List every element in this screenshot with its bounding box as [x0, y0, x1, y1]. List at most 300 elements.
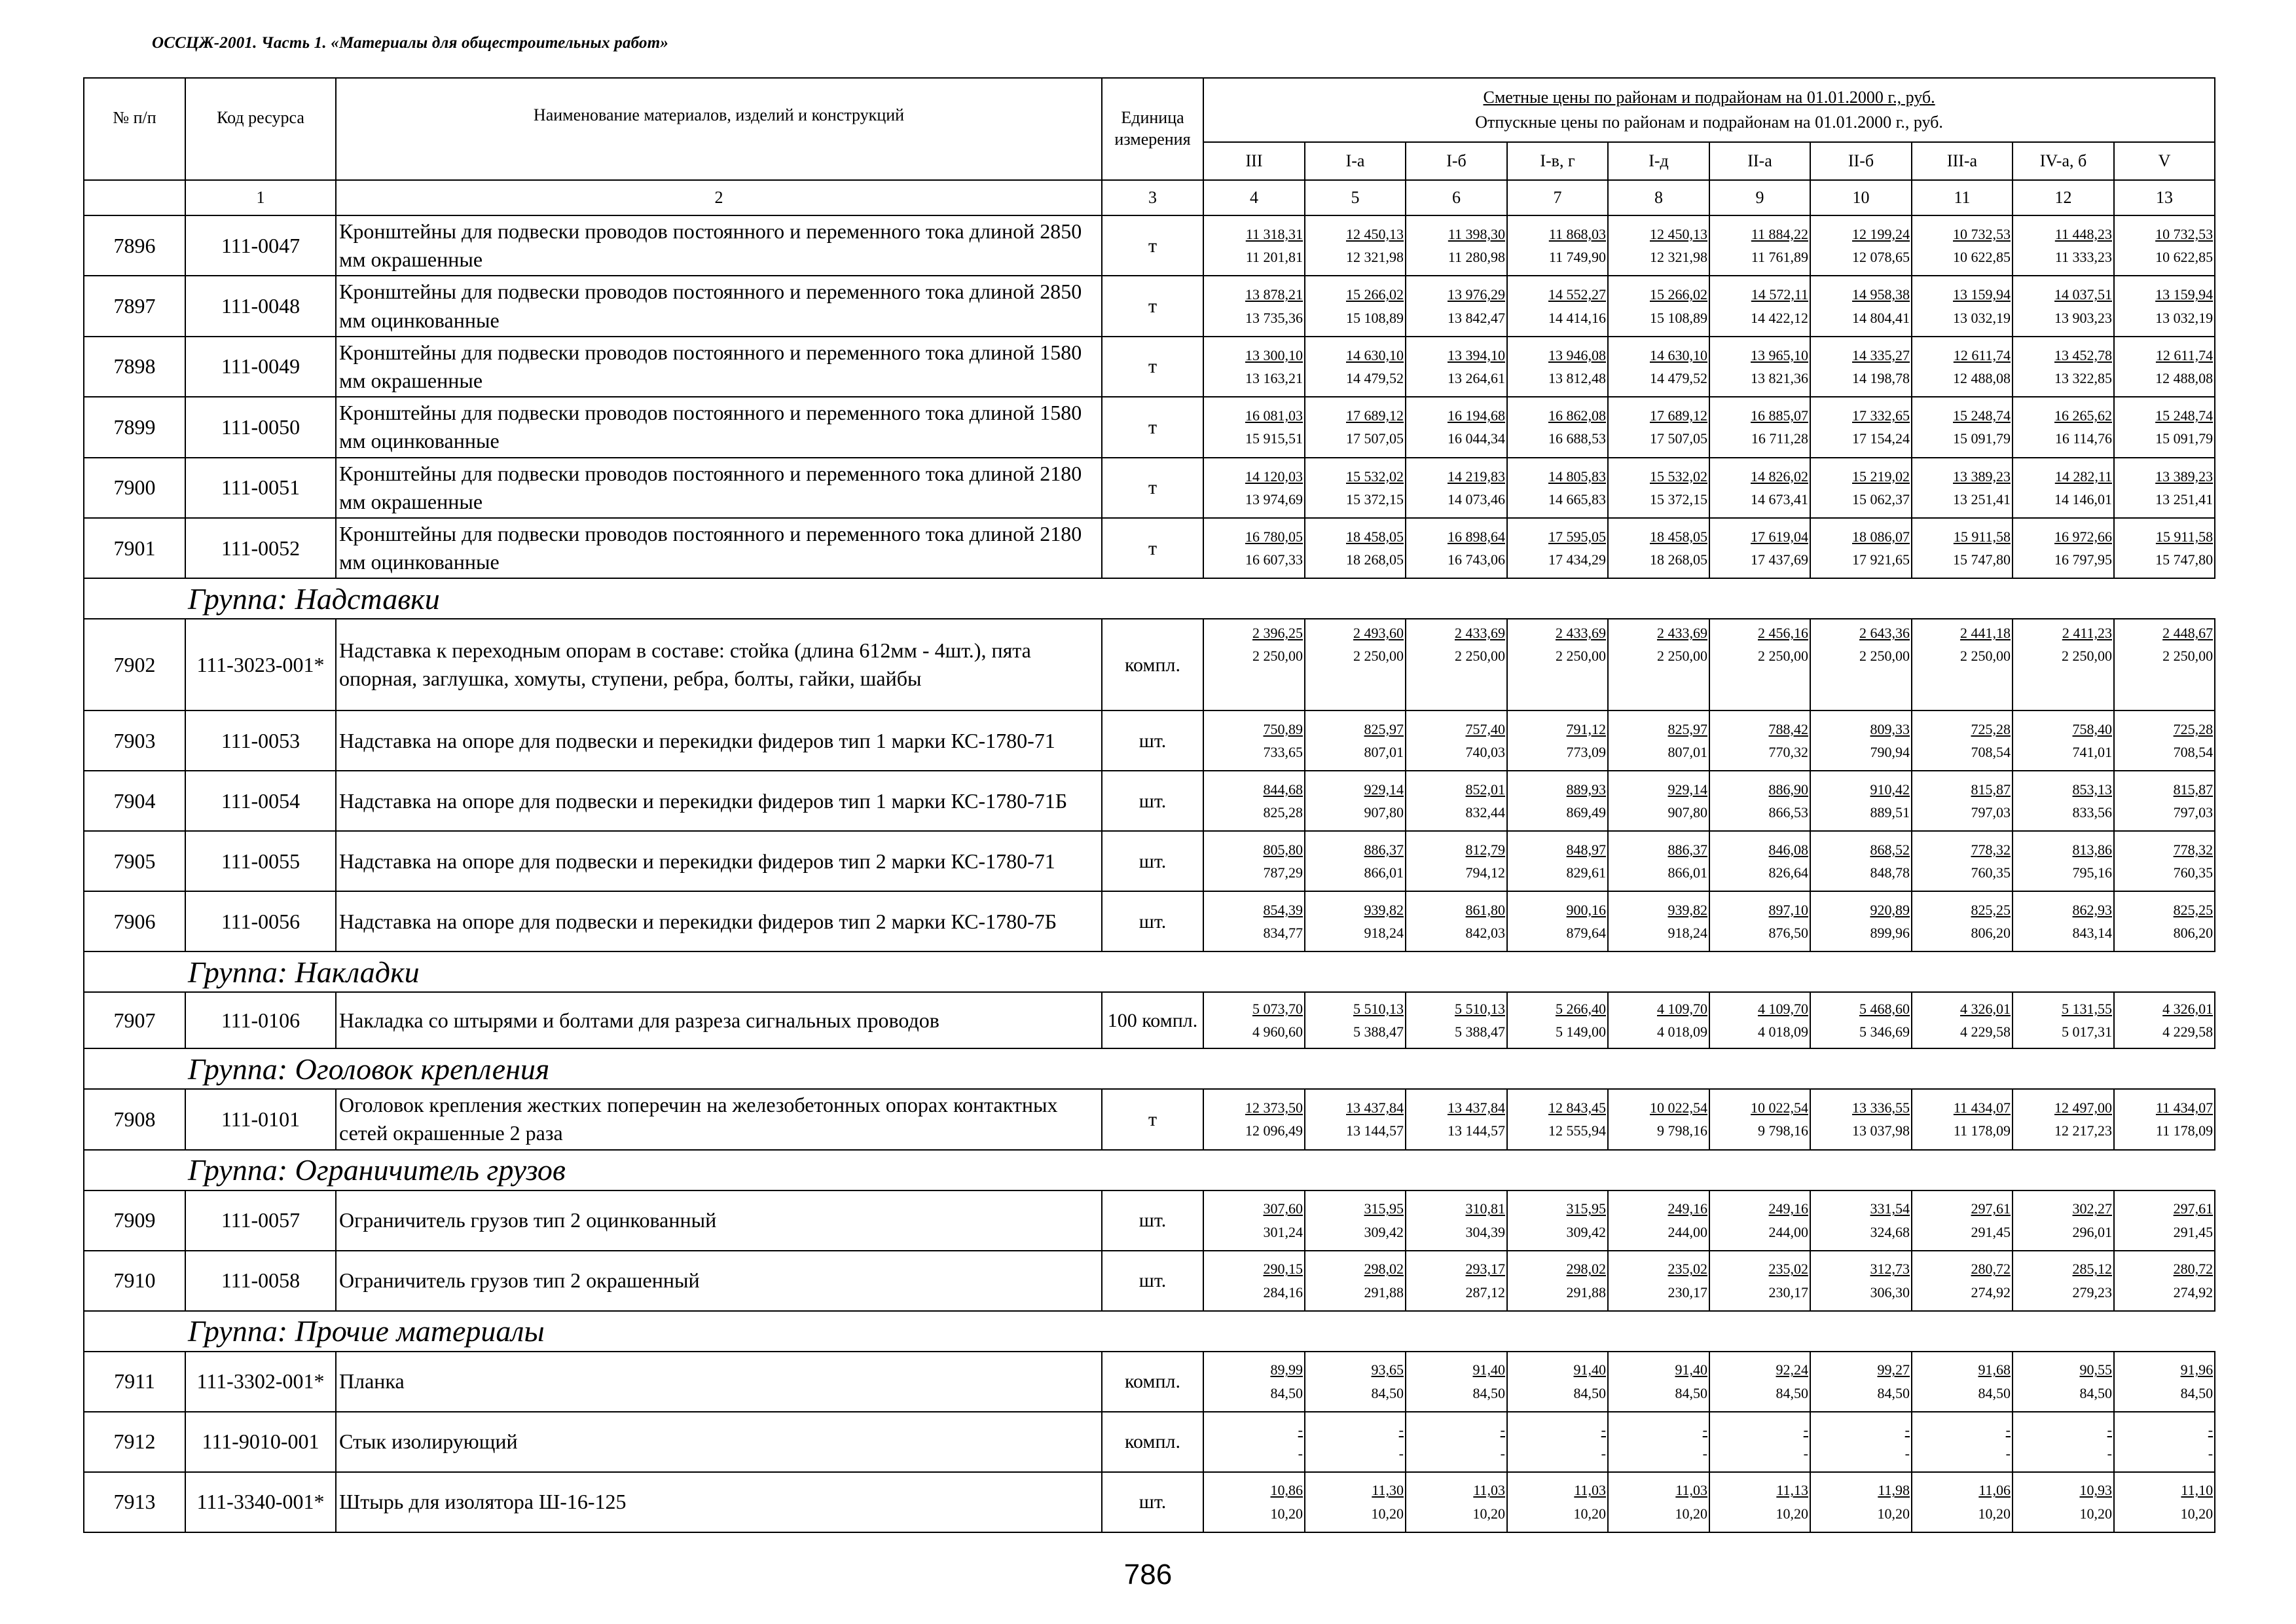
- estimate-price: 825,97: [1667, 721, 1707, 738]
- release-price: 14 414,16: [1548, 309, 1606, 326]
- unit-of-measure: 100 компл.: [1102, 992, 1203, 1048]
- price-cell: [1810, 518, 1912, 578]
- estimate-price: 293,17: [1465, 1261, 1505, 1278]
- estimate-price: 13 389,23: [2155, 468, 2214, 485]
- estimate-price: 91,40: [1573, 1361, 1606, 1378]
- price-cell: [1203, 992, 1305, 1048]
- price-cell: [1709, 1190, 1810, 1251]
- price-cell: [2013, 1190, 2114, 1251]
- release-price: 301,24: [1263, 1223, 1303, 1240]
- estimate-price: 16 780,05: [1245, 528, 1303, 545]
- estimate-price: 18 086,07: [1852, 528, 1910, 545]
- release-price: 806,20: [1971, 925, 2011, 942]
- price-cell: [1709, 397, 1810, 457]
- estimate-price: 16 081,03: [1245, 407, 1303, 424]
- price-cell: [1406, 831, 1507, 891]
- release-price: 84,50: [1371, 1384, 1404, 1401]
- price-cell: [1305, 891, 1406, 951]
- release-price: 760,35: [1971, 864, 2011, 881]
- row-number: 7912: [84, 1412, 185, 1472]
- price-cell: [1709, 1251, 1810, 1311]
- estimate-price: 852,01: [1465, 781, 1505, 798]
- resource-code: 111-3302-001*: [185, 1352, 336, 1412]
- region-header: I-б: [1406, 142, 1507, 180]
- column-number: 3: [1102, 180, 1203, 215]
- estimate-price: 90,55: [2079, 1361, 2112, 1378]
- release-price: 16 688,53: [1548, 430, 1606, 447]
- table-row: [84, 518, 2215, 578]
- release-price: 84,50: [1877, 1384, 1910, 1401]
- price-cell: [1709, 619, 1810, 710]
- price-cell: [1810, 710, 1912, 771]
- price-cell: [1810, 831, 1912, 891]
- price-cell: [1912, 276, 2013, 336]
- release-price: 14 479,52: [1346, 369, 1404, 386]
- release-price: -: [1298, 1445, 1303, 1462]
- price-cell: [1709, 1089, 1810, 1149]
- unit-of-measure: т: [1102, 458, 1203, 518]
- release-price: 2 250,00: [2062, 648, 2112, 665]
- column-number: [84, 180, 185, 215]
- release-price: 14 673,41: [1751, 490, 1808, 507]
- region-header: V: [2114, 142, 2215, 180]
- price-cell: [1608, 771, 1709, 831]
- release-price: 773,09: [1566, 744, 1606, 761]
- row-number: 7905: [84, 831, 185, 891]
- release-price: 14 073,46: [1448, 490, 1505, 507]
- estimate-price: 897,10: [1768, 902, 1808, 919]
- price-cell: [1203, 518, 1305, 578]
- release-price: 306,30: [1870, 1283, 1910, 1301]
- release-price: 11 178,09: [1953, 1122, 2011, 1139]
- release-price: 14 198,78: [1852, 369, 1910, 386]
- release-price: 848,78: [1870, 864, 1910, 881]
- release-price: 15 915,51: [1245, 430, 1303, 447]
- price-cell: [1709, 710, 1810, 771]
- unit-of-measure: компл.: [1102, 619, 1203, 710]
- price-cell: [1305, 276, 1406, 336]
- price-cell: [1507, 1352, 1608, 1412]
- price-table: [83, 77, 2215, 1533]
- estimate-price: -: [1601, 1422, 1606, 1439]
- release-price: 284,16: [1263, 1283, 1303, 1301]
- price-cell: [1507, 215, 1608, 276]
- estimate-price: -: [1702, 1422, 1707, 1439]
- estimate-price: 14 630,10: [1650, 346, 1707, 363]
- release-price: 13 251,41: [1953, 490, 2011, 507]
- estimate-price: 4 109,70: [1657, 1001, 1707, 1018]
- release-price: 832,44: [1465, 804, 1505, 821]
- estimate-price: 310,81: [1465, 1200, 1505, 1217]
- table-row: [84, 710, 2215, 771]
- release-price: 2 250,00: [1859, 648, 1910, 665]
- resource-code: 111-0055: [185, 831, 336, 891]
- price-cell: [2114, 518, 2215, 578]
- resource-code: 111-0053: [185, 710, 336, 771]
- price-cell: [1507, 771, 1608, 831]
- release-price: 12 555,94: [1548, 1122, 1606, 1139]
- price-cell: [2114, 771, 2215, 831]
- row-number: 7906: [84, 891, 185, 951]
- estimate-price: 91,68: [1978, 1361, 2011, 1378]
- estimate-price: 13 437,84: [1448, 1099, 1505, 1116]
- material-name: Ограничитель грузов тип 2 оцинкованный: [336, 1190, 1102, 1251]
- price-cell: [1507, 1089, 1608, 1149]
- estimate-price: 11,13: [1776, 1482, 1808, 1499]
- estimate-price: 13 389,23: [1953, 468, 2011, 485]
- table-row: [84, 276, 2215, 336]
- release-price: 826,64: [1768, 864, 1808, 881]
- release-price: 12 488,08: [2155, 369, 2214, 386]
- release-price: 16 607,33: [1245, 551, 1303, 568]
- release-price: 14 804,41: [1852, 309, 1910, 326]
- estimate-price: 750,89: [1263, 721, 1303, 738]
- estimate-price: 14 219,83: [1448, 468, 1505, 485]
- release-price: 807,01: [1364, 744, 1404, 761]
- release-price: 2 250,00: [1353, 648, 1404, 665]
- release-price: 309,42: [1566, 1223, 1606, 1240]
- estimate-price: 886,90: [1768, 781, 1808, 798]
- estimate-price: 17 595,05: [1548, 528, 1606, 545]
- estimate-price: 11,98: [1878, 1482, 1910, 1499]
- release-price: 291,88: [1566, 1283, 1606, 1301]
- estimate-price: 18 458,05: [1346, 528, 1404, 545]
- resource-code: 111-0051: [185, 458, 336, 518]
- release-price: 5 017,31: [2062, 1024, 2112, 1041]
- price-cell: [2013, 619, 2114, 710]
- price-cell: [2013, 1251, 2114, 1311]
- price-cell: [2114, 1352, 2215, 1412]
- price-cell: [1709, 831, 1810, 891]
- release-price: 274,92: [1971, 1283, 2011, 1301]
- material-name: Штырь для изолятора Ш-16-125: [336, 1472, 1102, 1532]
- material-name: Надставка на опоре для подвески и перекидки фидеров тип 2 марки КС-1780-7Б: [336, 891, 1102, 951]
- release-price: 794,12: [1465, 864, 1505, 881]
- release-price: 4 018,09: [1758, 1024, 1808, 1041]
- release-price: 12 321,98: [1346, 249, 1404, 266]
- release-price: 907,80: [1667, 804, 1707, 821]
- price-cell: [2114, 1472, 2215, 1532]
- price-cell: [1406, 891, 1507, 951]
- release-price: 2 250,00: [1960, 648, 2011, 665]
- estimate-price: 861,80: [1465, 902, 1505, 919]
- price-cell: [2013, 215, 2114, 276]
- price-cell: [1305, 1089, 1406, 1149]
- estimate-price: 15 248,74: [2155, 407, 2214, 424]
- estimate-price: 778,32: [2173, 841, 2214, 858]
- release-price: 13 322,85: [2054, 369, 2112, 386]
- estimate-price: 2 441,18: [1960, 625, 2011, 642]
- price-cell: [1305, 1472, 1406, 1532]
- price-cell: [1709, 458, 1810, 518]
- estimate-price: 758,40: [2072, 721, 2112, 738]
- table-row: [84, 1472, 2215, 1532]
- column-number: 7: [1507, 180, 1608, 215]
- estimate-price: 298,02: [1364, 1261, 1404, 1278]
- release-price: 230,17: [1667, 1283, 1707, 1301]
- estimate-price: 939,82: [1667, 902, 1707, 919]
- release-price: 825,28: [1263, 804, 1303, 821]
- release-price: 84,50: [1270, 1384, 1303, 1401]
- estimate-price: 11 318,31: [1245, 226, 1303, 242]
- price-cell: [1709, 1472, 1810, 1532]
- release-price: 13 821,36: [1751, 369, 1808, 386]
- release-price: 10,20: [1877, 1505, 1910, 1522]
- row-number: 7897: [84, 276, 185, 336]
- estimate-price: 15 911,58: [1953, 528, 2011, 545]
- header-name: Наименование материалов, изделий и конструкций: [336, 78, 1102, 180]
- release-price: 795,16: [2072, 864, 2112, 881]
- page-number: 786: [1123, 1559, 1173, 1591]
- price-cell: [1912, 337, 2013, 397]
- estimate-price: 5 073,70: [1252, 1001, 1303, 1018]
- price-cell: [2013, 710, 2114, 771]
- release-price: 9 798,16: [1657, 1122, 1707, 1139]
- material-name: Планка: [336, 1352, 1102, 1412]
- group-title: Группа: Прочие материалы: [185, 1311, 2215, 1352]
- unit-of-measure: шт.: [1102, 1472, 1203, 1532]
- price-cell: [1305, 1251, 1406, 1311]
- estimate-price: 853,13: [2072, 781, 2112, 798]
- estimate-price: 16 972,66: [2054, 528, 2112, 545]
- price-cell: [1305, 397, 1406, 457]
- price-cell: [1608, 619, 1709, 710]
- estimate-price: 15 532,02: [1650, 468, 1707, 485]
- price-cell: [1406, 458, 1507, 518]
- price-cell: [1406, 1190, 1507, 1251]
- release-price: 15 062,37: [1852, 490, 1910, 507]
- price-cell: [1507, 458, 1608, 518]
- price-cell: [1912, 518, 2013, 578]
- column-number: 2: [336, 180, 1102, 215]
- release-price: 15 372,15: [1346, 490, 1404, 507]
- column-number: 9: [1709, 180, 1810, 215]
- estimate-price: 331,54: [1870, 1200, 1910, 1217]
- price-cell: [1507, 276, 1608, 336]
- estimate-price: 929,14: [1667, 781, 1707, 798]
- release-price: 10 622,85: [2155, 249, 2214, 266]
- release-price: 10,20: [2079, 1505, 2112, 1522]
- estimate-price: 13 159,94: [2155, 286, 2214, 303]
- row-number: 7900: [84, 458, 185, 518]
- price-cell: [1203, 1089, 1305, 1149]
- price-cell: [1406, 1089, 1507, 1149]
- group-title: Группа: Надставки: [185, 578, 2215, 619]
- price-cell: [1305, 1412, 1406, 1472]
- column-number: 1: [185, 180, 336, 215]
- price-cell: [1810, 215, 1912, 276]
- unit-of-measure: компл.: [1102, 1352, 1203, 1412]
- release-price: 5 388,47: [1455, 1024, 1505, 1041]
- header-num: № п/п: [84, 78, 185, 180]
- unit-of-measure: шт.: [1102, 1251, 1203, 1311]
- release-price: 13 974,69: [1245, 490, 1303, 507]
- release-price: 84,50: [2180, 1384, 2214, 1401]
- release-price: 12 217,23: [2054, 1122, 2112, 1139]
- release-price: 733,65: [1263, 744, 1303, 761]
- estimate-price: 846,08: [1768, 841, 1808, 858]
- estimate-price: 13 452,78: [2054, 346, 2112, 363]
- release-price: 918,24: [1364, 925, 1404, 942]
- release-price: 790,94: [1870, 744, 1910, 761]
- running-header: ОССЦЖ-2001. Часть 1. «Материалы для общестроительных работ»: [152, 34, 669, 52]
- estimate-price: 15 248,74: [1953, 407, 2011, 424]
- table-row: [84, 1190, 2215, 1251]
- header-code: Код ресурса: [185, 78, 336, 180]
- group-row: [84, 951, 2215, 992]
- price-cell: [1203, 1251, 1305, 1311]
- release-price: 866,53: [1768, 804, 1808, 821]
- release-price: 13 032,19: [2155, 309, 2214, 326]
- estimate-price: 11 398,30: [1448, 226, 1505, 242]
- release-price: 13 032,19: [1953, 309, 2011, 326]
- resource-code: 111-0106: [185, 992, 336, 1048]
- price-cell: [1608, 992, 1709, 1048]
- release-price: 4 229,58: [2162, 1024, 2214, 1041]
- region-header: II-б: [1810, 142, 1912, 180]
- price-cell: [2114, 710, 2215, 771]
- group-title: Группа: Ограничитель грузов: [185, 1150, 2215, 1190]
- price-cell: [1203, 891, 1305, 951]
- estimate-price: 13 159,94: [1953, 286, 2011, 303]
- release-price: 4 018,09: [1657, 1024, 1707, 1041]
- table-row: [84, 1352, 2215, 1412]
- estimate-price: 12 450,13: [1650, 226, 1707, 242]
- estimate-price: 2 643,36: [1859, 625, 1910, 642]
- table-row: [84, 992, 2215, 1048]
- price-cell: [1305, 1190, 1406, 1251]
- price-cell: [1406, 518, 1507, 578]
- release-price: 13 735,36: [1245, 309, 1303, 326]
- estimate-price: 14 037,51: [2054, 286, 2112, 303]
- estimate-price: 18 458,05: [1650, 528, 1707, 545]
- release-price: 15 091,79: [1953, 430, 2011, 447]
- price-cell: [1912, 831, 2013, 891]
- price-cell: [1709, 992, 1810, 1048]
- table-row: [84, 215, 2215, 276]
- release-price: 12 078,65: [1852, 249, 1910, 266]
- price-cell: [2013, 1352, 2114, 1412]
- release-price: 15 091,79: [2155, 430, 2214, 447]
- estimate-price: 900,16: [1566, 902, 1606, 919]
- release-price: 230,17: [1768, 1283, 1808, 1301]
- release-price: 287,12: [1465, 1283, 1505, 1301]
- price-cell: [1203, 276, 1305, 336]
- region-header: I-д: [1608, 142, 1709, 180]
- estimate-price: 11,03: [1473, 1482, 1505, 1499]
- price-cell: [1305, 992, 1406, 1048]
- region-header: III-а: [1912, 142, 2013, 180]
- release-price: 918,24: [1667, 925, 1707, 942]
- price-cell: [1507, 619, 1608, 710]
- price-cell: [1912, 1251, 2013, 1311]
- price-cell: [1406, 1472, 1507, 1532]
- material-name: Надставка на опоре для подвески и перекидки фидеров тип 1 марки КС-1780-71Б: [336, 771, 1102, 831]
- estimate-price: 315,95: [1364, 1200, 1404, 1217]
- price-cell: [1912, 771, 2013, 831]
- header-unit: Единица измерения: [1102, 78, 1203, 180]
- price-cell: [1810, 771, 1912, 831]
- release-price: 17 507,05: [1650, 430, 1707, 447]
- estimate-price: 91,40: [1675, 1361, 1707, 1378]
- estimate-price: -: [1904, 1422, 1910, 1439]
- price-cell: [1810, 337, 1912, 397]
- price-cell: [2114, 831, 2215, 891]
- column-number: 13: [2114, 180, 2215, 215]
- group-row-spacer: [84, 578, 185, 619]
- price-cell: [2114, 458, 2215, 518]
- estimate-price: 2 433,69: [1455, 625, 1505, 642]
- release-price: 13 842,47: [1448, 309, 1505, 326]
- price-cell: [1810, 992, 1912, 1048]
- release-price: 11 178,09: [2155, 1122, 2214, 1139]
- region-header: II-а: [1709, 142, 1810, 180]
- release-price: 13 037,98: [1852, 1122, 1910, 1139]
- estimate-price: 868,52: [1870, 841, 1910, 858]
- estimate-price: 12 497,00: [2054, 1099, 2112, 1116]
- price-cell: [1203, 619, 1305, 710]
- estimate-price: 15 219,02: [1852, 468, 1910, 485]
- release-price: 13 903,23: [2054, 309, 2112, 326]
- price-cell: [1912, 397, 2013, 457]
- resource-code: 111-0052: [185, 518, 336, 578]
- price-cell: [1305, 518, 1406, 578]
- price-cell: [2114, 215, 2215, 276]
- row-number: 7909: [84, 1190, 185, 1251]
- release-price: 4 960,60: [1252, 1024, 1303, 1041]
- column-number: 6: [1406, 180, 1507, 215]
- estimate-price: 5 131,55: [2062, 1001, 2112, 1018]
- price-cell: [1507, 1251, 1608, 1311]
- release-price: 13 163,21: [1245, 369, 1303, 386]
- group-row: [84, 1048, 2215, 1089]
- table-row: [84, 771, 2215, 831]
- price-cell: [2013, 518, 2114, 578]
- table-row: [84, 397, 2215, 457]
- estimate-price: 15 266,02: [1650, 286, 1707, 303]
- estimate-price: 11,03: [1675, 1482, 1707, 1499]
- group-row-spacer: [84, 1311, 185, 1352]
- price-cell: [1608, 1251, 1709, 1311]
- release-price: 5 388,47: [1353, 1024, 1404, 1041]
- row-number: 7899: [84, 397, 185, 457]
- price-cell: [1406, 276, 1507, 336]
- release-price: -: [1904, 1445, 1910, 1462]
- release-price: 797,03: [1971, 804, 2011, 821]
- price-cell: [2114, 1412, 2215, 1472]
- estimate-price: 14 282,11: [2054, 468, 2112, 485]
- price-cell: [2013, 397, 2114, 457]
- material-name: Накладка со штырями и болтами для разреза сигнальных проводов: [336, 992, 1102, 1048]
- price-cell: [2013, 771, 2114, 831]
- release-price: 16 797,95: [2054, 551, 2112, 568]
- release-price: 18 268,05: [1650, 551, 1707, 568]
- estimate-price: 13 394,10: [1448, 346, 1505, 363]
- price-cell: [1810, 1190, 1912, 1251]
- price-cell: [1912, 619, 2013, 710]
- estimate-price: 315,95: [1566, 1200, 1606, 1217]
- estimate-price: 16 862,08: [1548, 407, 1606, 424]
- release-price: 11 201,81: [1245, 249, 1303, 266]
- group-title: Группа: Оголовок крепления: [185, 1048, 2215, 1089]
- release-price: 14 146,01: [2054, 490, 2112, 507]
- estimate-price: 2 456,16: [1758, 625, 1808, 642]
- release-price: -: [1500, 1445, 1505, 1462]
- estimate-price: 10 732,53: [2155, 226, 2214, 242]
- release-price: 797,03: [2173, 804, 2214, 821]
- price-cell: [1608, 1412, 1709, 1472]
- estimate-price: 886,37: [1667, 841, 1707, 858]
